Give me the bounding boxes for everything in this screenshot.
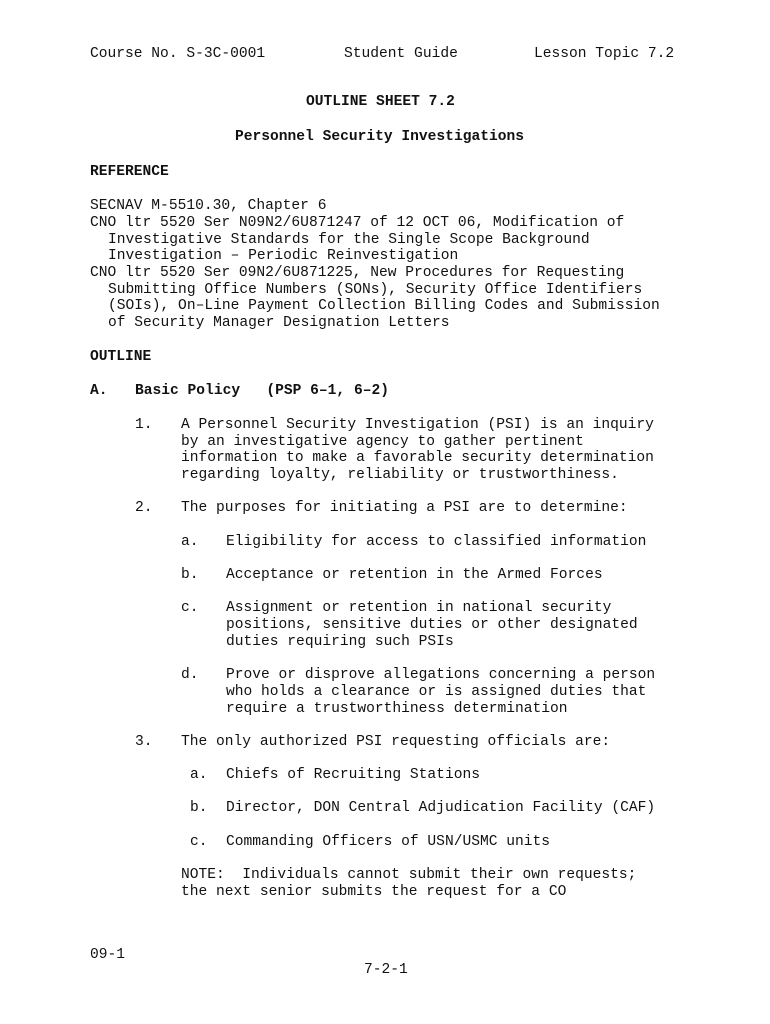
header-course-number: Course No. S-3C-0001 bbox=[90, 46, 266, 62]
item-3a-text: Chiefs of Recruiting Stations bbox=[226, 767, 480, 783]
item-3b-text: Director, DON Central Adjudication Facility (CAF) bbox=[226, 800, 656, 816]
item-3c-text: Commanding Officers of USN/USMC units bbox=[226, 834, 551, 850]
item-1-line: A Personnel Security Investigation (PSI) is an inquiry bbox=[181, 417, 654, 433]
reference-line: Investigation – Periodic Reinvestigation bbox=[108, 248, 459, 264]
item-2a-line: Eligibility for access to classified information bbox=[226, 534, 647, 550]
item-2a-marker: a. bbox=[181, 534, 199, 550]
reference-line: SECNAV M-5510.30, Chapter 6 bbox=[90, 198, 327, 214]
item-2d-line: who holds a clearance or is assigned duties that bbox=[226, 684, 647, 700]
item-3-note: NOTE: Individuals cannot submit their own requests; bbox=[181, 867, 637, 883]
item-2c-line: positions, sensitive duties or other designated bbox=[226, 617, 638, 633]
reference-heading: REFERENCE bbox=[90, 164, 169, 180]
page-title: OUTLINE SHEET 7.2 bbox=[306, 94, 455, 110]
item-2-marker: 2. bbox=[135, 500, 153, 516]
item-3-note: the next senior submits the request for a CO bbox=[181, 884, 567, 900]
outline-heading: OUTLINE bbox=[90, 349, 152, 365]
item-2-text: The purposes for initiating a PSI are to determine: bbox=[181, 500, 628, 516]
header-lesson-topic: Lesson Topic 7.2 bbox=[534, 46, 675, 62]
reference-line: CNO ltr 5520 Ser N09N2/6U871247 of 12 OCT 06, Modification of bbox=[90, 215, 625, 231]
item-1-line: by an investigative agency to gather pertinent bbox=[181, 434, 584, 450]
item-2b-line: Acceptance or retention in the Armed Forces bbox=[226, 567, 603, 583]
item-2c-marker: c. bbox=[181, 600, 199, 616]
item-3a-marker: a. bbox=[190, 767, 208, 783]
item-2c-line: Assignment or retention in national security bbox=[226, 600, 612, 616]
item-2c-line: duties requiring such PSIs bbox=[226, 634, 454, 650]
item-1-line: information to make a favorable security determination bbox=[181, 450, 654, 466]
page-number: 7-2-1 bbox=[364, 962, 408, 978]
item-3-marker: 3. bbox=[135, 734, 153, 750]
item-2d-line: Prove or disprove allegations concerning a person bbox=[226, 667, 656, 683]
item-1-marker: 1. bbox=[135, 417, 153, 433]
section-a-marker: A. bbox=[90, 383, 108, 399]
section-a-title: Basic Policy (PSP 6–1, 6–2) bbox=[135, 383, 389, 399]
item-2d-marker: d. bbox=[181, 667, 199, 683]
item-2b-marker: b. bbox=[181, 567, 199, 583]
reference-line: CNO ltr 5520 Ser 09N2/6U871225, New Procedures for Requesting bbox=[90, 265, 625, 281]
page-subtitle: Personnel Security Investigations bbox=[235, 129, 525, 145]
item-2d-line: require a trustworthiness determination bbox=[226, 701, 568, 717]
item-1-line: regarding loyalty, reliability or trustworthiness. bbox=[181, 467, 619, 483]
reference-line: Submitting Office Numbers (SONs), Security Office Identifiers bbox=[108, 282, 643, 298]
item-3-text: The only authorized PSI requesting officials are: bbox=[181, 734, 611, 750]
item-3c-marker: c. bbox=[190, 834, 208, 850]
header-student-guide: Student Guide bbox=[344, 46, 458, 62]
reference-line: Investigative Standards for the Single Scope Background bbox=[108, 232, 590, 248]
reference-line: (SOIs), On–Line Payment Collection Billing Codes and Submission bbox=[108, 298, 660, 314]
reference-line: of Security Manager Designation Letters bbox=[108, 315, 450, 331]
footer-revision: 09-1 bbox=[90, 947, 126, 963]
item-3b-marker: b. bbox=[190, 800, 208, 816]
